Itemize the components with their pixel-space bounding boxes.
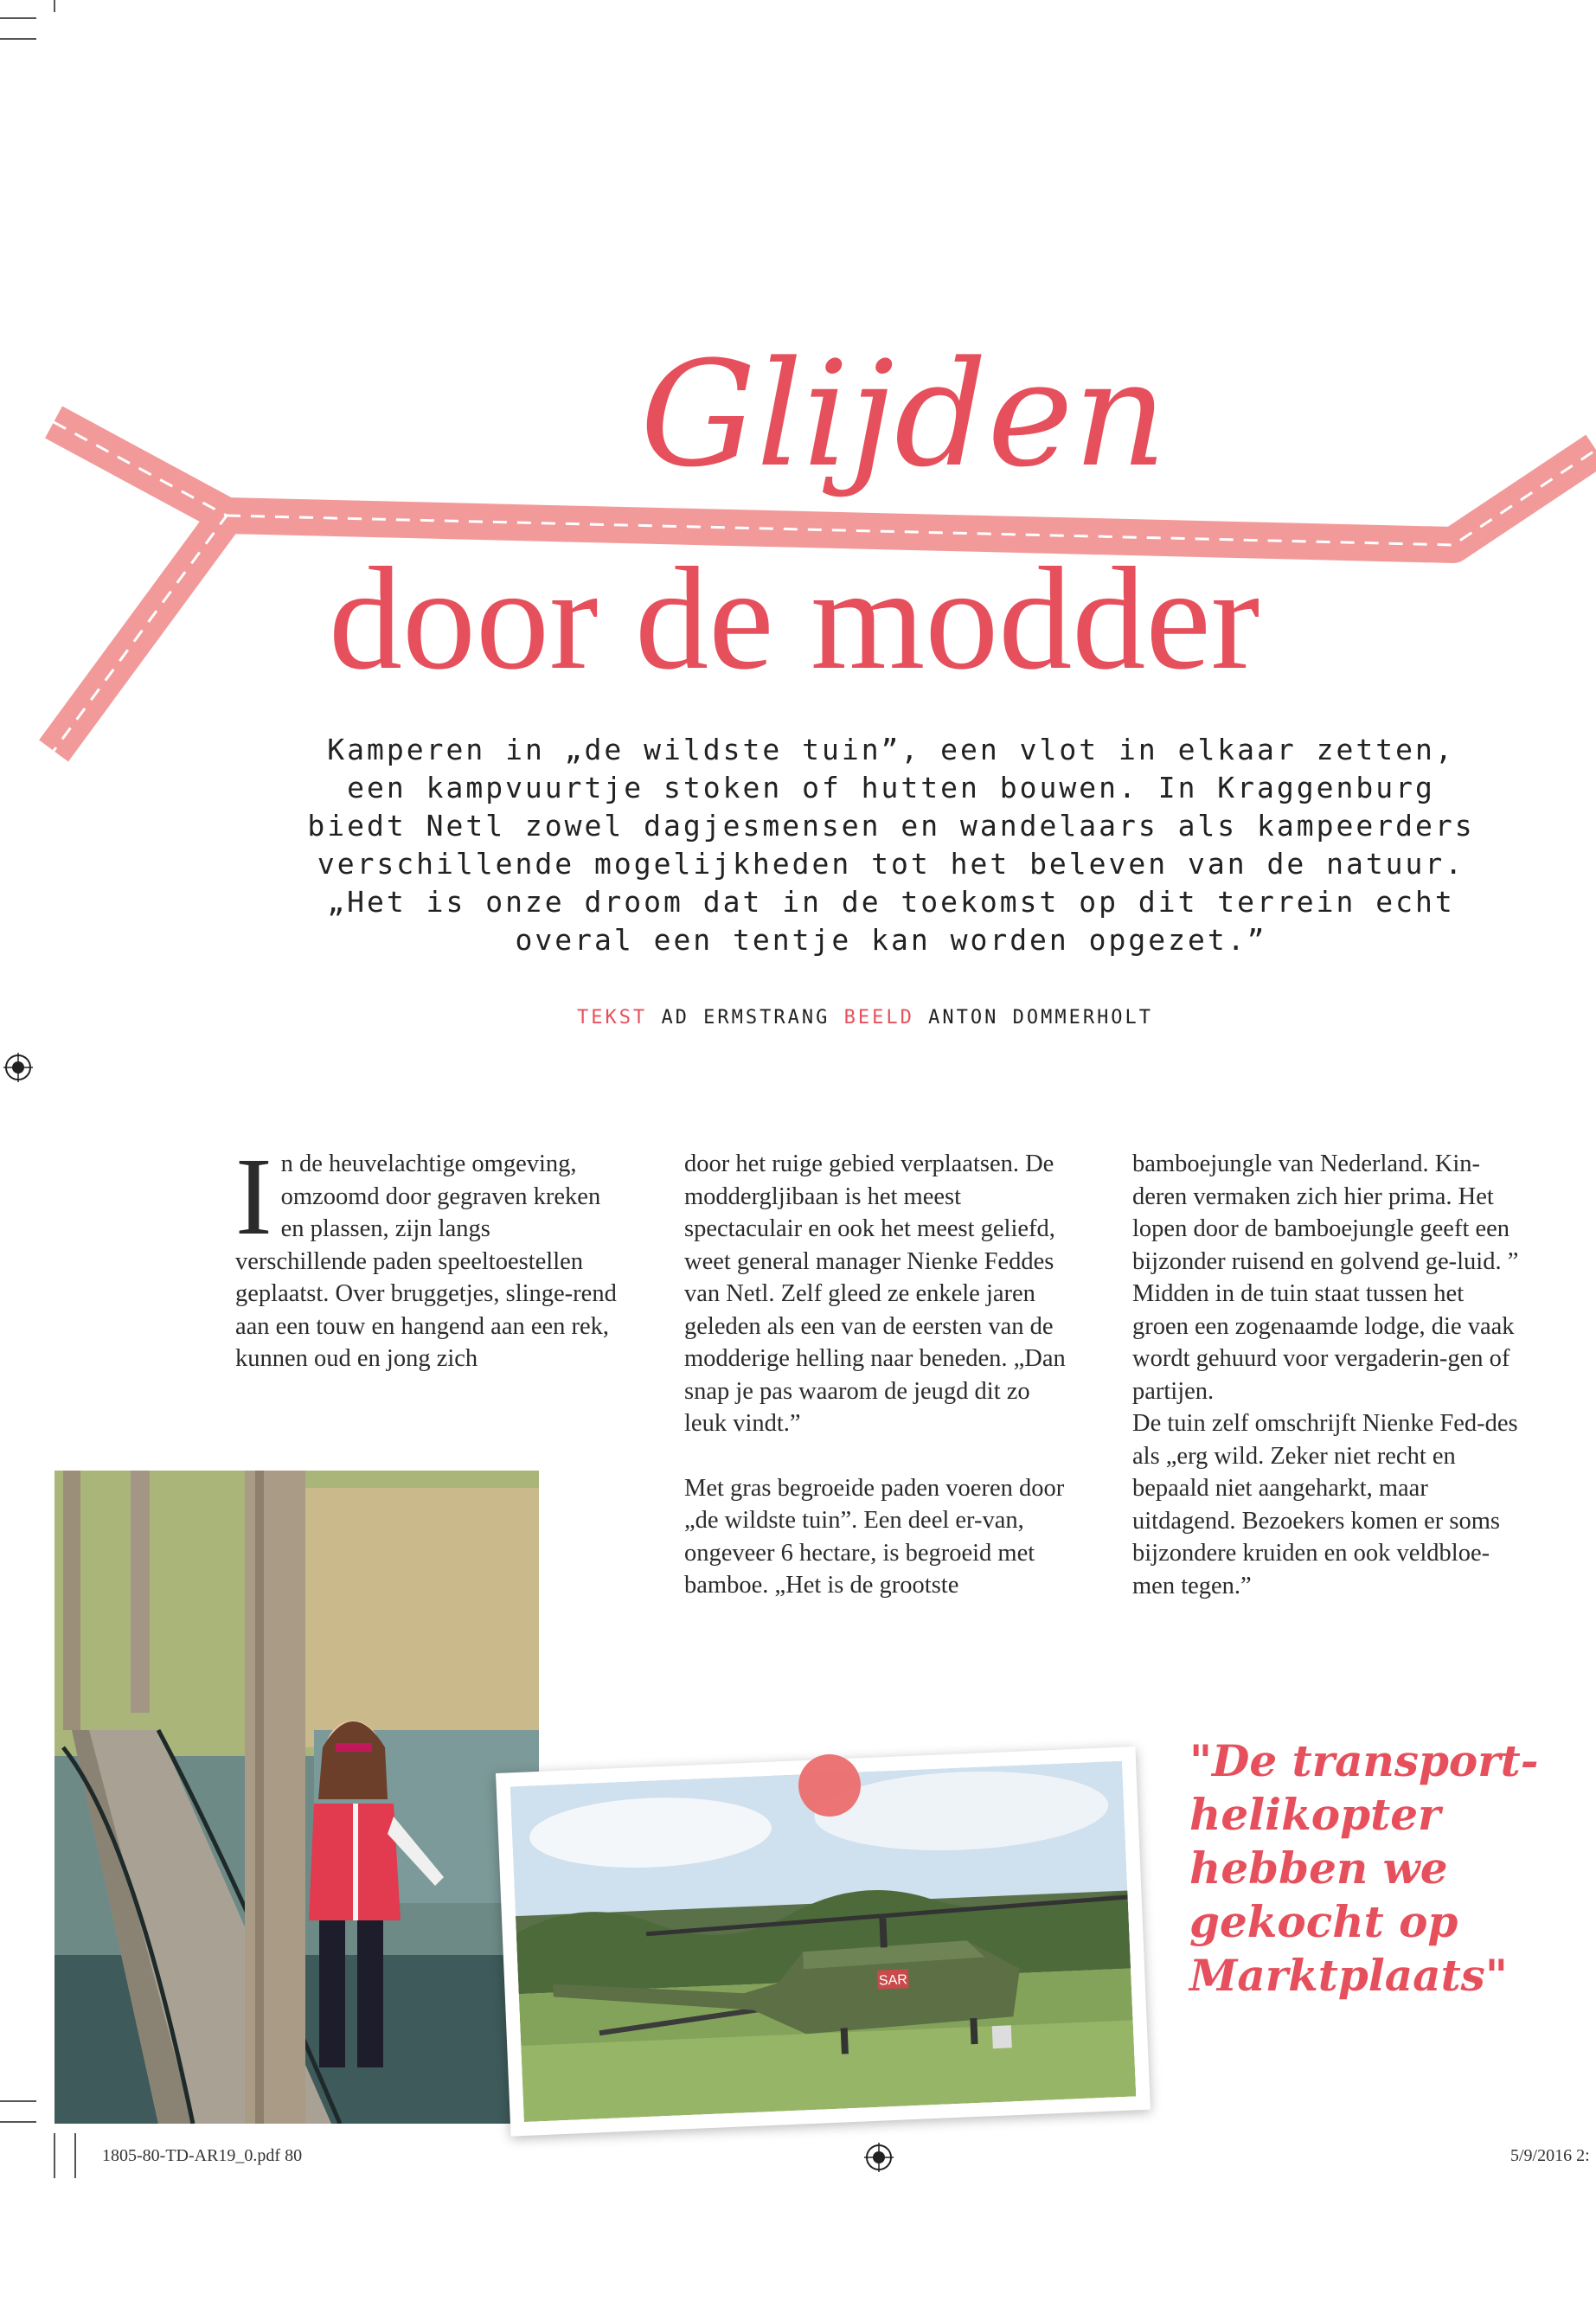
crop-mark [74,2133,76,2178]
crop-mark [0,17,36,19]
footer-date: 5/9/2016 2: [1510,2146,1590,2165]
title-line-1: Glijden [640,330,1167,499]
registration-mark-icon [3,1053,33,1082]
helicopter-marking: SAR [878,1972,908,1989]
paragraph: door het ruige gebied verplaatsen. De moddergljibaan is het meest spectaculair en ook het meest geliefd, weet general manager Nienke Feddes van Netl. Zelf gleed ze enkele jaren geleden als een van de eersten van de modderige helling naar beneden. „Dan snap je pas waarom de jeugd dit zo leuk vindt.” [684,1150,1066,1437]
intro-paragraph: Kamperen in „de wildste tuin”, een vlot in elkaar zetten, een kampvuurtje stoken of hutten bouwen. In Kraggenburg biedt Netl zowel dagjesmensen en wandelaars als kampeerders verschillende mogelijkheden tot het beleven van de natuur. „Het is onze droom dat in de toekomst op dit terrein echt overal een tentje kan worden opgezet.” [307,733,1475,957]
credits [433,1007,1298,1029]
paragraph: De tuin zelf omschrijft Nienke Fed-des als „erg wild. Zeker niet recht en bepaald niet aangeharkt, maar uitdagend. Bezoekers komen er soms bijzondere kruiden en ook veldbloe-men tegen.” [1132,1410,1518,1599]
credit-photo-author: ANTON DOMMERHOLT [928,1007,1154,1029]
crop-mark [54,2133,55,2178]
body-column-3 [1132,1148,1522,1602]
registration-mark-icon [864,2143,894,2172]
paragraph: Met gras begroeide paden voeren door „de wildste tuin”. Een deel er-van, ongeveer 6 hectare, is begroeid met bamboe. „Het is de grootste [684,1474,1065,1599]
footer-file-info: 1805-80-TD-AR19_0.pdf 80 [102,2146,303,2165]
photo-rope-bridge [54,1471,539,2124]
credit-text-author: AD ERMSTRANG [661,1007,830,1029]
paragraph: bamboejungle van Nederland. Kin-deren vermaken zich hier prima. Het lopen door de bamboejungle geeft een bijzonder ruisend en golvend ge-luid. ” Midden in de tuin staat tussen het groen een zogenaamde lodge, die vaak wordt gehuurd voor vergaderin-gen of partijen. [1132,1150,1519,1405]
credit-photo-label: BEELD [843,1007,914,1029]
crop-mark [0,38,36,40]
pull-quote: "De transport-helikopter hebben we gekocht op Marktplaats" [1189,1735,1539,2001]
title-line-2: door de modder [329,537,1260,700]
rope-bridge-illustration [54,1471,539,2124]
credit-text-label: TEKST [576,1007,648,1029]
drop-cap: I [235,1135,272,1258]
photo-pin-dot [798,1754,861,1817]
paragraph-text: n de heuvelachtige omgeving, omzoomd door gegraven kreken en plassen, zijn langs verschillende paden speeltoestellen geplaatst. Over bruggetjes, slinge-rend aan een touw en hangend aan een rek, kunnen oud en jong zich [235,1150,617,1372]
body-column-2 [684,1148,1074,1602]
crop-mark [0,2100,36,2102]
crop-mark [54,0,55,12]
body-column-1 [235,1135,625,1375]
crop-mark [0,2121,36,2123]
paragraph [235,1135,625,1375]
